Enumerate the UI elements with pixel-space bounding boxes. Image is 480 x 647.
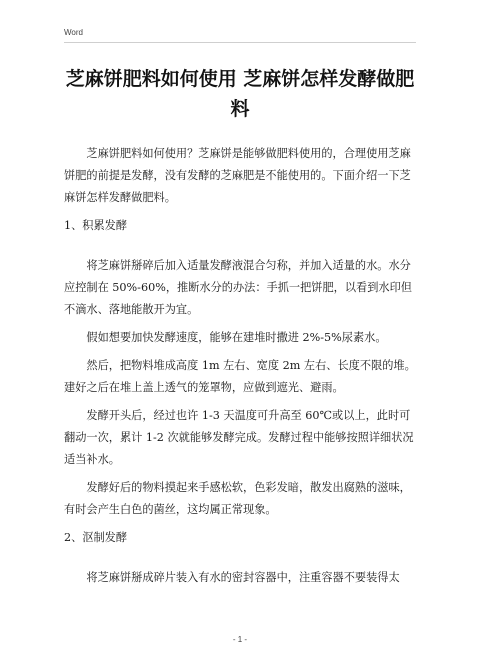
- document-body: [64, 143, 416, 589]
- header-app-label: Word: [64, 28, 83, 37]
- section1-paragraph-2: 假如想要加快发酵速度，能够在建堆时撒进 2%-5%尿素水。: [86, 331, 387, 344]
- section1-paragraph-4: 发酵开头后，经过也许 1-3 天温度可升高至 60℃或以上，此时可翻动一次，累计 1-2 次就能够发酵完成。发酵过程中能够按照详细状况适当补水。: [64, 409, 414, 466]
- page-number: - 1 -: [232, 635, 248, 644]
- section2-paragraph-1: 将芝麻饼掰成碎片装入有水的密封容器中，注重容器不要装得太: [86, 571, 400, 584]
- document-title: 芝麻饼肥料如何使用 芝麻饼怎样发酵做肥料: [65, 68, 415, 120]
- section1-paragraph-5: 发酵好后的物料摸起来手感松软，色彩发暗，散发出腐熟的滋味，有时会产生白色的菌丝，这均属正常现象。: [64, 481, 411, 516]
- section2-heading: 2、沤制发酵: [64, 531, 128, 544]
- intro-paragraph: 芝麻饼肥料如何使用？芝麻饼是能够做肥料使用的，合理使用芝麻饼肥的前提是发酵，没有发酵的芝麻肥是不能使用的。下面介绍一下芝麻饼怎样发酵做肥料。: [64, 147, 411, 204]
- section1-paragraph-1: 将芝麻饼掰碎后加入适量发酵液混合匀称，并加入适量的水。水分应控制在 50%-60%，推断水分的办法：手抓一把饼肥，以看到水印但不滴水、落地能散开为宜。: [64, 259, 412, 316]
- section1-heading: 1、积累发酵: [64, 219, 128, 232]
- section1-paragraph-3: 然后，把物料堆成高度 1m 左右、宽度 2m 左右、长度不限的堆。建好之后在堆上盖上透气的笼罩物，应做到遮光、避雨。: [64, 359, 416, 394]
- header-divider: [64, 42, 416, 43]
